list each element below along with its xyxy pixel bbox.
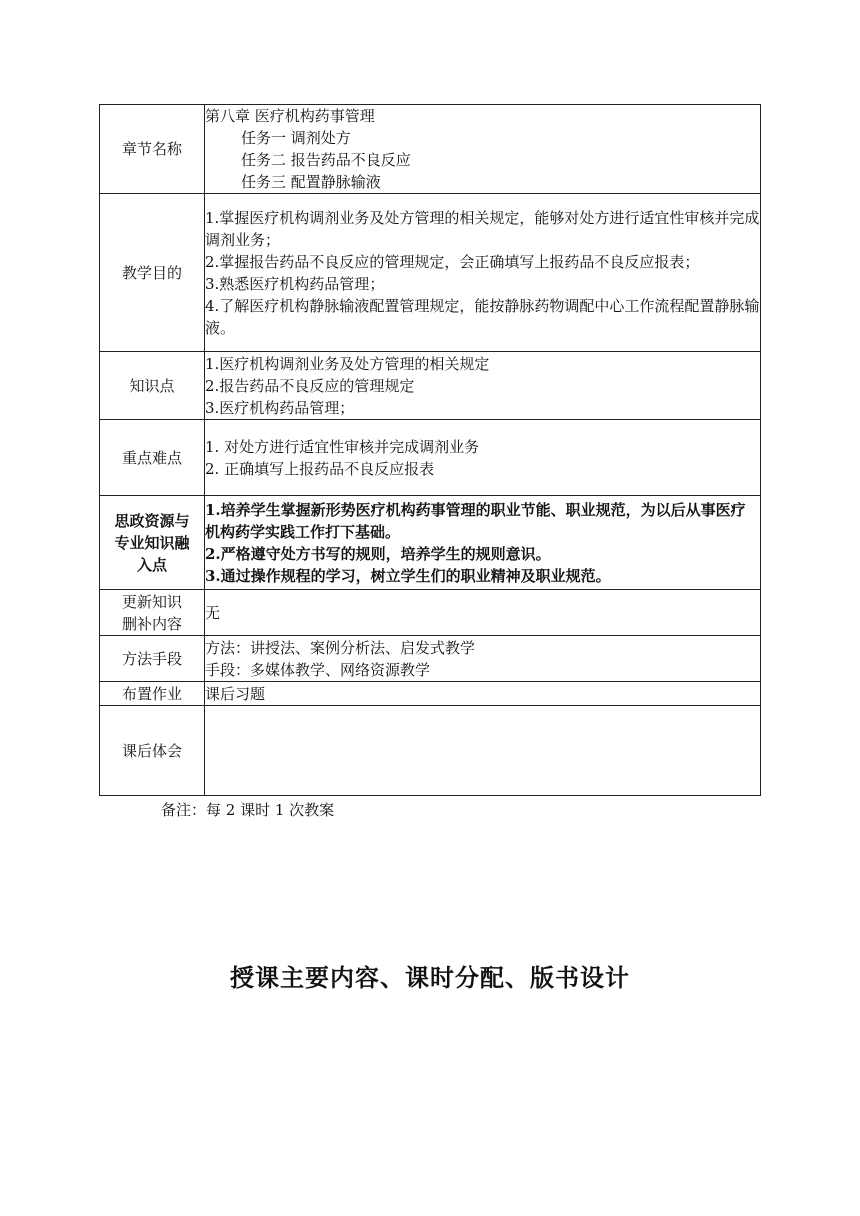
method-line: 方法：讲授法、案例分析法、启发式教学 bbox=[205, 638, 476, 657]
row-key-points bbox=[100, 420, 761, 496]
section-heading: 授课主要内容、课时分配、版书设计 bbox=[230, 964, 630, 992]
row-ideology bbox=[100, 496, 761, 590]
updates-label-line-1: 更新知识 bbox=[121, 592, 182, 611]
objectives-content bbox=[205, 194, 761, 352]
chapter-content bbox=[205, 105, 761, 194]
homework-content: 课后习题 bbox=[205, 682, 761, 706]
ideology-2: 2.严格遵守处方书写的规则，培养学生的规则意识。 bbox=[205, 544, 551, 563]
ideology-1: 1.培养学生掌握新形势医疗机构药事管理的职业节能、职业规范，为以后从事医疗机构药学实践工作打下基础。 bbox=[205, 500, 746, 541]
homework-label: 布置作业 bbox=[100, 682, 205, 706]
updates-label bbox=[100, 590, 205, 636]
ideology-label-line-2: 专业知识融 bbox=[114, 533, 190, 552]
reflection-label: 课后体会 bbox=[100, 706, 205, 796]
objective-1: 1.掌握医疗机构调剂业务及处方管理的相关规定，能够对处方进行适宜性审核并完成调剂业务； bbox=[205, 208, 760, 249]
row-knowledge bbox=[100, 352, 761, 420]
key-point-2: 2. 正确填写上报药品不良反应报表 bbox=[205, 459, 435, 478]
updates-label-line-2: 删补内容 bbox=[121, 614, 182, 633]
key-points-label: 重点难点 bbox=[100, 420, 205, 496]
task-1: 任务一 调剂处方 bbox=[241, 129, 351, 147]
objective-3: 3.熟悉医疗机构药品管理； bbox=[205, 274, 385, 293]
row-objectives bbox=[100, 194, 761, 352]
knowledge-label: 知识点 bbox=[100, 352, 205, 420]
knowledge-1: 1.医疗机构调剂业务及处方管理的相关规定 bbox=[205, 354, 490, 373]
task-2: 任务二 报告药品不良反应 bbox=[241, 151, 411, 169]
methods-content bbox=[205, 636, 761, 682]
ideology-label-line-1: 思政资源与 bbox=[114, 511, 190, 530]
ideology-label bbox=[100, 496, 205, 590]
chapter-label: 章节名称 bbox=[100, 105, 205, 194]
means-line: 手段：多媒体教学、网络资源教学 bbox=[205, 660, 431, 679]
row-methods bbox=[100, 636, 761, 682]
row-chapter bbox=[100, 105, 761, 194]
task-3: 任务三 配置静脉输液 bbox=[241, 173, 381, 191]
knowledge-2: 2.报告药品不良反应的管理规定 bbox=[205, 376, 415, 395]
footnote: 备注：每 2 课时 1 次教案 bbox=[161, 801, 335, 819]
ideology-label-line-3: 入点 bbox=[136, 555, 167, 574]
key-point-1: 1. 对处方进行适宜性审核并完成调剂业务 bbox=[205, 437, 480, 456]
key-points-content bbox=[205, 420, 761, 496]
chapter-title: 第八章 医疗机构药事管理 bbox=[205, 107, 375, 125]
objectives-label: 教学目的 bbox=[100, 194, 205, 352]
reflection-content bbox=[205, 706, 761, 796]
objective-4: 4.了解医疗机构静脉输液配置管理规定，能按静脉药物调配中心工作流程配置静脉输液。 bbox=[205, 296, 760, 337]
knowledge-3: 3.医疗机构药品管理； bbox=[205, 398, 355, 417]
ideology-3: 3.通过操作规程的学习，树立学生们的职业精神及职业规范。 bbox=[205, 566, 611, 585]
row-updates bbox=[100, 590, 761, 636]
row-homework bbox=[100, 682, 761, 706]
methods-label: 方法手段 bbox=[100, 636, 205, 682]
updates-content: 无 bbox=[205, 590, 761, 636]
row-reflection bbox=[100, 706, 761, 796]
lesson-plan-table bbox=[99, 104, 761, 796]
ideology-content bbox=[205, 496, 761, 590]
objective-2: 2.掌握报告药品不良反应的管理规定，会正确填写上报药品不良反应报表； bbox=[205, 252, 700, 271]
knowledge-content bbox=[205, 352, 761, 420]
